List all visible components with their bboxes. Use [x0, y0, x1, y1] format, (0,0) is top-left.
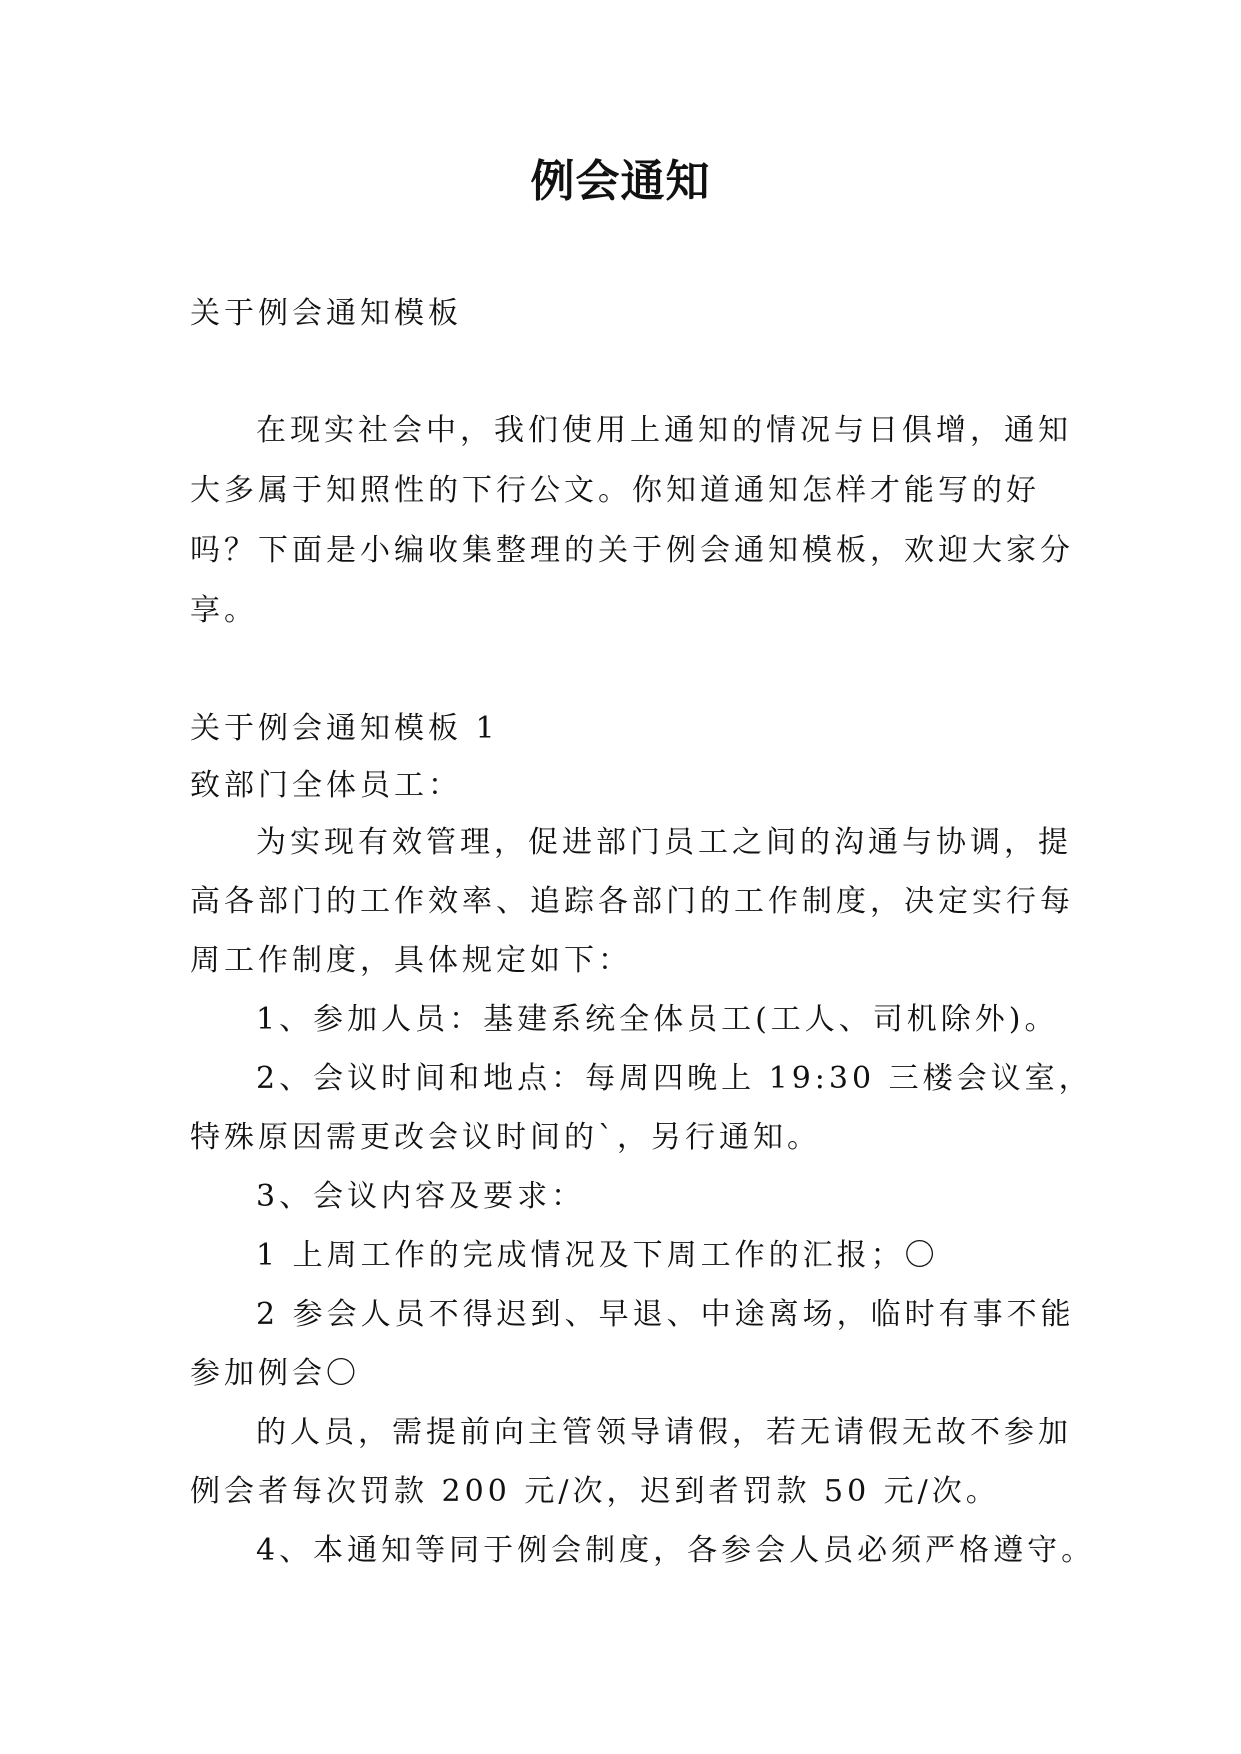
- body-line: 的人员，需提前向主管领导请假，若无请假无故不参加: [256, 1415, 1072, 1450]
- section-heading: 关于例会通知模板 1: [190, 711, 499, 746]
- intro-line: 吗？下面是小编收集整理的关于例会通知模板，欢迎大家分: [190, 533, 1074, 568]
- intro-line: 享。: [190, 593, 258, 628]
- body-line: 1 上周工作的完成情况及下周工作的汇报；〇: [256, 1238, 939, 1273]
- document-title: 例会通知: [530, 156, 711, 207]
- body-line: 特殊原因需更改会议时间的`，另行通知。: [190, 1120, 821, 1155]
- body-line: 4、本通知等同于例会制度，各参会人员必须严格遵守。: [256, 1533, 1096, 1568]
- document-subtitle: 关于例会通知模板: [190, 296, 462, 331]
- intro-line: 大多属于知照性的下行公文。你知道通知怎样才能写的好: [190, 473, 1040, 508]
- body-line: 参加例会〇: [190, 1356, 360, 1391]
- salutation: 致部门全体员工：: [190, 768, 462, 803]
- body-line: 周工作制度，具体规定如下：: [190, 943, 632, 978]
- body-line: 高各部门的工作效率、追踪各部门的工作制度，决定实行每: [190, 884, 1074, 919]
- body-line: 1、参加人员：基建系统全体员工(工人、司机除外)。: [256, 1002, 1059, 1037]
- body-line: 2 参会人员不得迟到、早退、中途离场，临时有事不能: [256, 1297, 1075, 1332]
- body-line: 例会者每次罚款 200 元/次，迟到者罚款 50 元/次。: [190, 1474, 1000, 1509]
- body-line: 2、会议时间和地点：每周四晚上 19:30 三楼会议室，: [256, 1061, 1093, 1096]
- body-line: 为实现有效管理，促进部门员工之间的沟通与协调，提: [256, 825, 1072, 860]
- intro-line: 在现实社会中，我们使用上通知的情况与日俱增，通知: [256, 413, 1072, 448]
- body-line: 3、会议内容及要求：: [256, 1179, 586, 1214]
